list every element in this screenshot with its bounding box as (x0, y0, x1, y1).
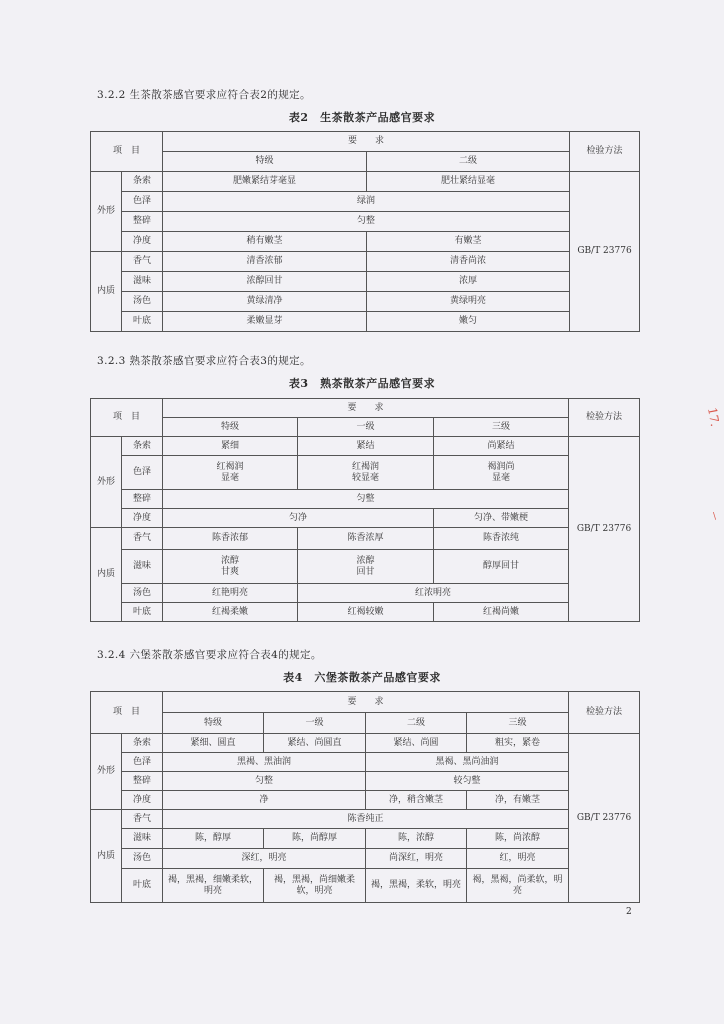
table-cell: 红褐润 显毫 (163, 456, 298, 490)
table-cell: 尚深红，明亮 (366, 849, 467, 869)
table-3 (90, 398, 640, 622)
table-cell: 浓醇 甘爽 (163, 550, 298, 584)
table-2-caption: 表2 生茶散茶产品感官要求 (288, 111, 436, 124)
table-cell: 绿润 (163, 192, 570, 212)
table-cell: 红艳明亮 (163, 584, 298, 603)
table-cell: 褐，黑褐，尚柔软，明亮 (467, 869, 569, 903)
method-header: 检验方法 (569, 399, 640, 437)
method-header: 检验方法 (570, 132, 640, 172)
grade-header: 一级 (298, 418, 434, 437)
table-cell: 红褐柔嫩 (163, 603, 298, 622)
table-cell: 匀整 (163, 490, 569, 509)
attribute-label: 汤色 (122, 584, 163, 603)
attribute-label: 叶底 (122, 869, 163, 903)
table-cell: 陈，尚浓醇 (467, 829, 569, 849)
item-header: 项 目 (91, 132, 163, 172)
table-cell: 浓醇回甘 (163, 272, 367, 292)
group-label: 内质 (91, 252, 122, 332)
table-cell: 陈香纯正 (163, 810, 569, 829)
table-cell: 醇厚回甘 (434, 550, 569, 584)
table-cell: 稍有嫩茎 (163, 232, 367, 252)
table-cell: 清香浓郁 (163, 252, 367, 272)
table-cell: 褐，黑褐，柔软，明亮 (366, 869, 467, 903)
table-cell: 粗实，紧卷 (467, 734, 569, 753)
attribute-label: 滋味 (122, 272, 163, 292)
table-cell: 肥嫩紧结芽毫显 (163, 172, 367, 192)
grade-header: 特级 (163, 713, 264, 734)
grade-header: 特级 (163, 152, 367, 172)
attribute-label: 滋味 (122, 550, 163, 584)
attribute-label: 汤色 (122, 292, 163, 312)
method-header: 检验方法 (569, 692, 640, 734)
attribute-label: 色泽 (122, 192, 163, 212)
table-cell: 匀净 (163, 509, 434, 528)
table-cell: 较匀整 (366, 772, 569, 791)
table-cell: 红，明亮 (467, 849, 569, 869)
table-cell: 陈香浓纯 (434, 528, 569, 550)
table-cell: 浓醇 回甘 (298, 550, 434, 584)
table-cell: 陈香浓郁 (163, 528, 298, 550)
table-cell: 褐，黑褐，尚细嫩柔软，明亮 (264, 869, 366, 903)
attribute-label: 滋味 (122, 829, 163, 849)
paragraph-3-2-2: 3.2.2 生茶散茶感官要求应符合表2的规定。 (97, 89, 311, 101)
table-cell: 匀净、带嫩梗 (434, 509, 569, 528)
method-value: GB/T 23776 (570, 172, 640, 332)
table-cell: 柔嫩显芽 (163, 312, 367, 332)
item-header: 项 目 (91, 692, 163, 734)
table-cell: 红浓明亮 (298, 584, 569, 603)
margin-mark: 17. (704, 406, 723, 428)
table-cell: 紧细、圆直 (163, 734, 264, 753)
table-3-caption: 表3 熟茶散茶产品感官要求 (288, 377, 436, 390)
group-label: 内质 (91, 528, 122, 622)
attribute-label: 香气 (122, 252, 163, 272)
method-value: GB/T 23776 (569, 734, 640, 903)
grade-header: 特级 (163, 418, 298, 437)
table-cell: 陈，醇厚 (163, 829, 264, 849)
table-cell: 净，有嫩茎 (467, 791, 569, 810)
requirement-header: 要 求 (163, 132, 570, 152)
table-cell: 匀整 (163, 772, 366, 791)
table-cell: 净，稍含嫩茎 (366, 791, 467, 810)
attribute-label: 色泽 (122, 753, 163, 772)
paragraph-3-2-3: 3.2.3 熟茶散茶感官要求应符合表3的规定。 (97, 355, 311, 367)
table-cell: 陈香浓厚 (298, 528, 434, 550)
table-cell: 褐，黑褐，细嫩柔软，明亮 (163, 869, 264, 903)
table-cell: 黄绿明亮 (367, 292, 570, 312)
method-value: GB/T 23776 (569, 437, 640, 622)
requirement-header: 要 求 (163, 399, 569, 418)
table-4 (90, 691, 640, 903)
table-cell: 尚紧结 (434, 437, 569, 456)
attribute-label: 香气 (122, 810, 163, 829)
table-cell: 紧结、尚圆直 (264, 734, 366, 753)
attribute-label: 叶底 (122, 603, 163, 622)
table-cell: 黑褐、黑油润 (163, 753, 366, 772)
attribute-label: 汤色 (122, 849, 163, 869)
attribute-label: 整碎 (122, 490, 163, 509)
attribute-label: 净度 (122, 791, 163, 810)
table-cell: 陈，尚醇厚 (264, 829, 366, 849)
table-cell: 陈，浓醇 (366, 829, 467, 849)
attribute-label: 条索 (122, 172, 163, 192)
table-cell: 嫩匀 (367, 312, 570, 332)
table-cell: 有嫩茎 (367, 232, 570, 252)
grade-header: 二级 (367, 152, 570, 172)
requirement-header: 要 求 (163, 692, 569, 713)
attribute-label: 条索 (122, 734, 163, 753)
attribute-label: 整碎 (122, 212, 163, 232)
table-cell: 匀整 (163, 212, 570, 232)
paragraph-3-2-4: 3.2.4 六堡茶散茶感官要求应符合表4的规定。 (97, 649, 322, 661)
group-label: 外形 (91, 437, 122, 528)
table-cell: 深红，明亮 (163, 849, 366, 869)
table-cell: 黑褐、黑尚油润 (366, 753, 569, 772)
table-2 (90, 131, 640, 332)
attribute-label: 净度 (122, 509, 163, 528)
grade-header: 三级 (467, 713, 569, 734)
attribute-label: 条索 (122, 437, 163, 456)
table-cell: 紧细 (163, 437, 298, 456)
table-cell: 褐润尚 显毫 (434, 456, 569, 490)
group-label: 外形 (91, 734, 122, 810)
table-cell: 红褐润 较显毫 (298, 456, 434, 490)
grade-header: 二级 (366, 713, 467, 734)
group-label: 内质 (91, 810, 122, 903)
attribute-label: 色泽 (122, 456, 163, 490)
table-cell: 净 (163, 791, 366, 810)
group-label: 外形 (91, 172, 122, 252)
table-cell: 紧结 (298, 437, 434, 456)
table-cell: 红褐尚嫩 (434, 603, 569, 622)
grade-header: 三级 (434, 418, 569, 437)
margin-mark: \ (713, 512, 717, 522)
table-cell: 浓厚 (367, 272, 570, 292)
attribute-label: 净度 (122, 232, 163, 252)
attribute-label: 叶底 (122, 312, 163, 332)
table-cell: 清香尚浓 (367, 252, 570, 272)
item-header: 项 目 (91, 399, 163, 437)
table-4-caption: 表4 六堡茶散茶产品感官要求 (283, 671, 441, 684)
grade-header: 一级 (264, 713, 366, 734)
page-number: 2 (626, 907, 632, 917)
table-cell: 紧结、尚圆 (366, 734, 467, 753)
attribute-label: 整碎 (122, 772, 163, 791)
table-cell: 肥壮紧结显毫 (367, 172, 570, 192)
table-cell: 红褐较嫩 (298, 603, 434, 622)
table-cell: 黄绿清净 (163, 292, 367, 312)
attribute-label: 香气 (122, 528, 163, 550)
